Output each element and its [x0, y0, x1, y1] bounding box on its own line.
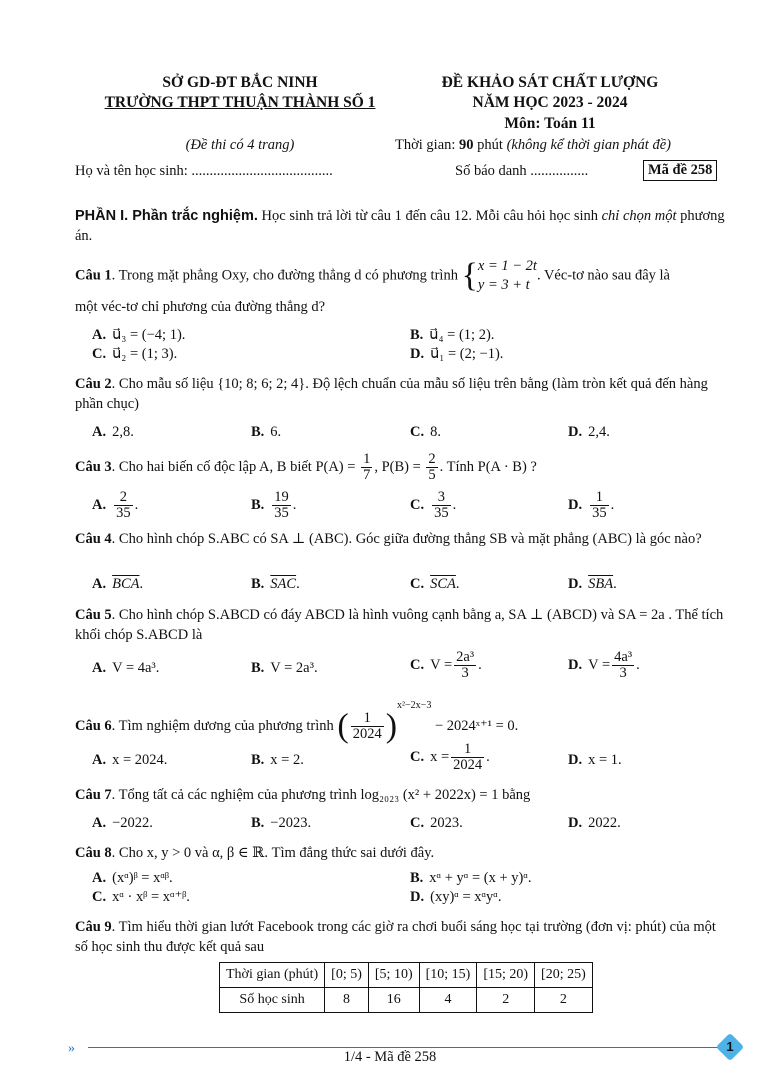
- table-cell: [0; 5): [325, 963, 369, 988]
- table-cell: Thời gian (phút): [220, 963, 325, 988]
- q3-option-c[interactable]: C. $\frac{3}{35}$ .: [410, 489, 457, 521]
- q4-option-d[interactable]: D. $\overline{SBA}$.: [568, 576, 617, 592]
- pages-note: (Đề thi có 4 trang): [185, 137, 295, 153]
- subject: Môn: Toán 11: [504, 115, 596, 132]
- q7-option-b[interactable]: B. −2023.: [251, 815, 312, 831]
- page-badge: 1: [716, 1033, 744, 1061]
- q1-option-a[interactable]: A. u⃗₃ = (−4; 1).: [92, 327, 186, 343]
- q5-option-d[interactable]: D. V = $\frac{\text{4a³}}{3}$ .: [568, 649, 640, 681]
- question-9: Câu 9. Tìm hiểu thời gian lướt Facebook trong các giờ ra chơi buổi sáng học tại trường (đơn vị: phút) của một số học sinh thu được kết quả sau: [75, 919, 716, 955]
- q6-option-b[interactable]: B. x = 2.: [251, 752, 304, 768]
- footer-divider: [88, 1047, 718, 1048]
- table-row: [220, 988, 593, 1013]
- q6-option-c[interactable]: C. x = $\frac{1}{2024}$ .: [410, 741, 490, 773]
- q8-option-d[interactable]: D. (xy)ᵅ = xᵅyᵅ.: [410, 889, 502, 905]
- exam-code-box: Mã đề 258: [643, 160, 717, 181]
- q2-option-d[interactable]: D. 2,4.: [568, 424, 610, 440]
- q3-option-a[interactable]: A. $\frac{2}{35}$ .: [92, 489, 139, 521]
- q7-option-d[interactable]: D. 2022.: [568, 815, 621, 831]
- q7-option-c[interactable]: C. 2023.: [410, 815, 463, 831]
- data-table: [219, 962, 593, 1013]
- question-7: Câu 7. Tổng tất cả các nghiệm của phương trình log₂₀₂₃ (x² + 2022x) = 1 bằng: [75, 787, 531, 803]
- table-cell: [5; 10): [368, 963, 419, 988]
- q8-option-a[interactable]: A. (xᵅ)ᵝ = xᵅᵝ.: [92, 870, 173, 886]
- table-cell: 2: [535, 988, 593, 1013]
- table-cell: [20; 25): [535, 963, 593, 988]
- student-name-field: Họ và tên học sinh: .......................................: [75, 163, 333, 179]
- q3-option-b[interactable]: B. $\frac{19}{35}$ .: [251, 489, 297, 521]
- school-year: NĂM HỌC 2023 - 2024: [472, 94, 628, 111]
- exam-title: ĐỀ KHẢO SÁT CHẤT LƯỢNG: [441, 74, 659, 91]
- q2-option-b[interactable]: B. 6.: [251, 424, 282, 440]
- student-id-field: Số báo danh ................: [455, 163, 589, 179]
- q4-option-b[interactable]: B. $\overline{SAC}$.: [251, 576, 300, 592]
- question-2: Câu 2. Cho mẫu số liệu {10; 8; 6; 2; 4}. Độ lệch chuẩn của mẫu số liệu trên bằng (làm tròn kết quả đến hàng phần chục): [75, 376, 708, 412]
- q5-option-a[interactable]: A. V = 4a³.: [92, 660, 160, 676]
- q1-option-d[interactable]: D. u⃗₁ = (2; −1).: [410, 346, 504, 362]
- q2-option-c[interactable]: C. 8.: [410, 424, 441, 440]
- q1-option-c[interactable]: C. u⃗₂ = (1; 3).: [92, 346, 178, 362]
- table-cell: 4: [419, 988, 477, 1013]
- question-4: Câu 4. Cho hình chóp S.ABC có SA ⊥ (ABC). Góc giữa đường thẳng SB và mặt phẳng (ABC) là góc nào?: [75, 531, 702, 547]
- q2-option-a[interactable]: A. 2,8.: [92, 424, 134, 440]
- q3-option-d[interactable]: D. $\frac{1}{35}$ .: [568, 489, 615, 521]
- table-cell: [10; 15): [419, 963, 477, 988]
- table-cell: Số học sinh: [220, 988, 325, 1013]
- question-5: Câu 5. Cho hình chóp S.ABCD có đáy ABCD là hình vuông cạnh bằng a, SA ⊥ (ABCD) và SA = 2a . Thể tích khối chóp S.ABCD là: [75, 607, 724, 643]
- school-name: TRƯỜNG THPT THUẬN THÀNH SỐ 1: [104, 94, 376, 111]
- table-cell: 16: [368, 988, 419, 1013]
- q5-option-b[interactable]: B. V = 2a³.: [251, 660, 318, 676]
- question-1: Câu 1. Trong mặt phẳng Oxy, cho đường thẳng d có phương trình { x = 1 − 2t y = 3 + t . Véc-tơ nào sau đây là: [75, 257, 670, 294]
- table-cell: [15; 20): [477, 963, 535, 988]
- question-3: Câu 3. Cho hai biến cố độc lập A, B biết P(A) = $\frac{1}{7}$ , P(B) = $\frac{2}{5}$ . Tính P(A · B) ?: [75, 451, 537, 483]
- q1-option-b[interactable]: B. u⃗₄ = (1; 2).: [410, 327, 495, 343]
- dept-name: SỞ GD-ĐT BẮC NINH: [162, 74, 318, 91]
- q6-option-a[interactable]: A. x = 2024.: [92, 752, 168, 768]
- q5-option-c[interactable]: C. V = $\frac{\text{2a³}}{3}$ .: [410, 649, 482, 681]
- footer-page-text: 1/4 - Mã đề 258: [343, 1049, 437, 1065]
- table-header-row: [220, 963, 593, 988]
- question-1-cont: một véc-tơ chỉ phương của đường thẳng d?: [75, 299, 326, 315]
- footer-arrow-icon: »: [68, 1041, 75, 1056]
- part1-intro: PHẦN I. Phần trắc nghiệm. Học sinh trả lời từ câu 1 đến câu 12. Mỗi câu hỏi học sinh chỉ chọn một phương án.: [75, 208, 725, 244]
- q4-option-a[interactable]: A. $\overline{BCA}$.: [92, 576, 144, 592]
- q8-option-c[interactable]: C. xᵅ · xᵝ = xᵅ⁺ᵝ.: [92, 889, 190, 905]
- q6-option-d[interactable]: D. x = 1.: [568, 752, 622, 768]
- q4-option-c[interactable]: C. $\overline{SCA}$.: [410, 576, 460, 592]
- q8-option-b[interactable]: B. xᵅ + yᵅ = (x + y)ᵅ.: [410, 870, 532, 886]
- exam-time: Thời gian: 90 phút (không kể thời gian phát đề): [395, 137, 671, 153]
- question-6: Câu 6. Tìm nghiệm dương của phương trình ( $\frac{1}{2024}$ )$^{x^2-2x-3}$ − 2024ˣ⁺¹ = 0.: [75, 700, 519, 745]
- q7-option-a[interactable]: A. −2022.: [92, 815, 153, 831]
- table-cell: 2: [477, 988, 535, 1013]
- question-8: Câu 8. Cho x, y > 0 và α, β ∈ ℝ. Tìm đẳng thức sai dưới đây.: [75, 845, 435, 861]
- table-cell: 8: [325, 988, 369, 1013]
